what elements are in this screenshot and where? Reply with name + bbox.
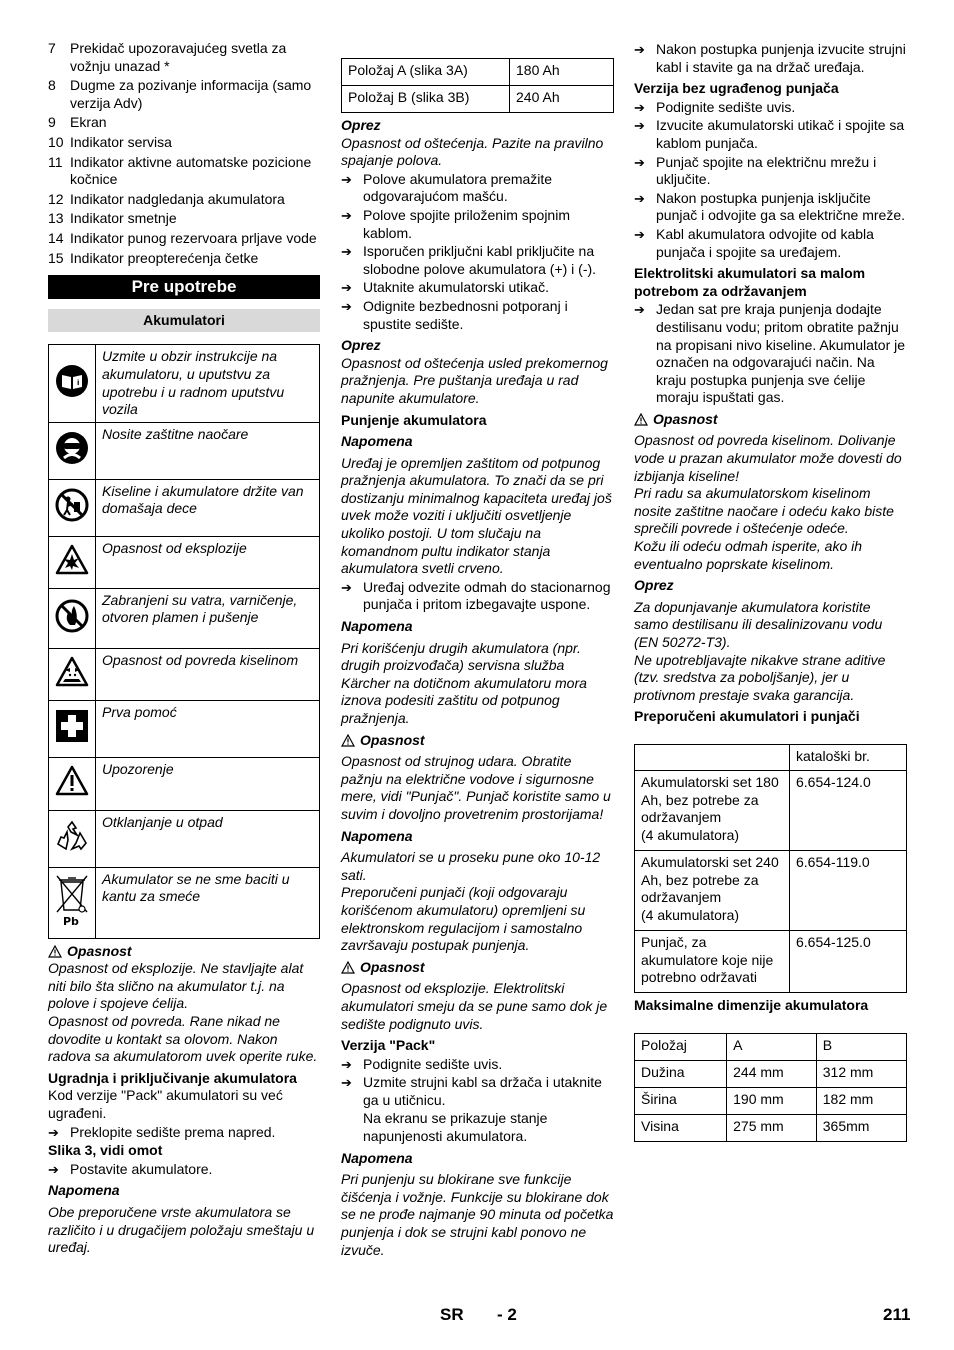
warning-icon <box>634 413 648 426</box>
arrow-icon: ➔ <box>634 118 645 134</box>
table-cell: Visina <box>635 1114 727 1141</box>
step: ➔ Izvucite akumulatorski utikač i spojite sa kablom punjača. <box>634 117 905 151</box>
table-cell: Položaj <box>635 1033 727 1060</box>
warning-heading: Opasnost <box>341 959 614 977</box>
table-row <box>49 700 320 757</box>
caution-heading: Oprez <box>634 577 674 594</box>
recommended-table <box>634 744 907 993</box>
heading: Verzija "Pack" <box>341 1037 436 1054</box>
step: ➔ Uzmite strujni kabl sa držača i utaknite ga u utičnicu. <box>341 1074 602 1108</box>
step: ➔ Uređaj odvezite odmah do stacionarnog punjača i pritom izbegavajte uspone. <box>341 578 611 613</box>
table-row <box>635 930 907 992</box>
symbol-text: Prva pomoć <box>96 700 320 757</box>
arrow-icon: ➔ <box>634 226 645 242</box>
arrow-icon: ➔ <box>341 579 352 595</box>
list-item <box>48 230 320 248</box>
table-cell: 365mm <box>816 1114 906 1141</box>
heading: Elektrolitski akumulatori sa malom potrebom za održavanjem <box>634 265 866 299</box>
acid-hazard-icon <box>55 656 89 688</box>
arrow-icon: ➔ <box>48 1161 59 1177</box>
warning-text: Opasnost od eksplozije. Elektrolitski akumulatori smeju da se pune samo dok je sedište podignuto uvis. <box>341 980 608 1032</box>
no-fire-icon <box>55 599 89 633</box>
item-text: Dugme za pozivanje informacija (samo verzija Adv) <box>70 77 312 111</box>
symbol-text: Kiseline i akumulatore držite van domašaja dece <box>96 479 320 536</box>
item-text: Indikator servisa <box>70 133 172 150</box>
list-item <box>48 40 320 75</box>
warning-text: Pri radu sa akumulatorskom kiselinom nosite zaštitne naočare i odeću kako biste sprečili povrede i oštećenje odeće. <box>634 485 894 537</box>
arrow-icon: ➔ <box>341 298 352 314</box>
crossed-bin-pb-icon <box>53 872 91 928</box>
note-heading: Napomena <box>48 1182 120 1199</box>
list-item <box>48 210 320 228</box>
step: ➔ Nakon postupka punjenja izvucite strujni kabl i stavite ga na držač uređaja. <box>634 41 906 75</box>
warning-heading: Opasnost <box>341 732 614 750</box>
list-item <box>48 250 320 268</box>
column-2 <box>341 58 614 1259</box>
symbol-text: Uzmite u obzir instrukcije na akumulatoru, u uputstvu za upotrebu i u radnom uputstvu vozila <box>96 345 320 422</box>
symbol-text: Nosite zaštitne naočare <box>96 422 320 479</box>
step: ➔ Isporučen priključni kabl priključite na slobodne polove akumulatora (+) i (-). <box>341 243 597 277</box>
note-heading: Napomena <box>341 827 413 844</box>
item-number: 9 <box>48 114 56 131</box>
note-heading: Napomena <box>341 433 413 450</box>
position-table <box>341 58 614 113</box>
table-row <box>49 810 320 867</box>
warning-icon <box>341 734 355 747</box>
table-cell: Dužina <box>635 1060 727 1087</box>
step: ➔ Postavite akumulatore. <box>48 1160 213 1177</box>
table-cell: Akumulatorski set 180 Ah, bez potrebe za održavanjem (4 akumulatora) <box>635 770 790 850</box>
dimensions-table <box>634 1033 907 1142</box>
warning-text: Opasnost od strujnog udara. Obratite pažnju na električne vodove i sigurnosne mere, vidi "Punjač". Punjač koristite samo u suvim i dovoljno provetrenim prostorijama! <box>341 753 611 822</box>
note-text: Uređaj je opremljen zaštitom od potpunog pražnjenja akumulatora. To znači da se pri dostizanju minimalnog kapaciteta uređaj još uvek može voziti i uključiti osvetljenje ukoliko postoji. U tom slučaju na komandnom pultu indikator stanja akumulatora svetli crveno. <box>341 454 612 577</box>
item-number: 7 <box>48 40 56 56</box>
heading: Maksimalne dimenzije akumulatora <box>634 996 869 1013</box>
table-cell: 182 mm <box>816 1087 906 1114</box>
table-row <box>342 59 614 86</box>
arrow-icon: ➔ <box>634 302 645 318</box>
list-item <box>48 191 320 209</box>
warning-icon <box>55 765 89 797</box>
heading: Verzija bez ugrađenog punjača <box>634 80 839 97</box>
table-row <box>49 422 320 479</box>
caution-heading: Oprez <box>341 337 381 354</box>
arrow-icon: ➔ <box>634 154 645 170</box>
item-number: 12 <box>48 190 64 207</box>
caution-text: Ne upotrebljavajte nikakve strane aditive (tzv. sredstva za poboljšanje), jer u protivnom prestaje svaka garancija. <box>634 651 886 703</box>
symbol-text: Opasnost od eksplozije <box>96 536 320 588</box>
symbol-text: Upozorenje <box>96 757 320 810</box>
explosion-hazard-icon <box>55 544 89 576</box>
table-row <box>49 757 320 810</box>
list-item <box>48 134 320 152</box>
warning-heading: Opasnost <box>634 411 907 429</box>
caution-text: Opasnost od oštećenja. Pazite na pravilno spajanje polova. <box>341 134 604 169</box>
arrow-icon: ➔ <box>634 42 645 57</box>
table-cell: Punjač, za akumulatore koje nije potrebno održavati <box>635 930 790 992</box>
step-list <box>634 99 907 261</box>
table-row <box>635 850 907 930</box>
column-1 <box>48 40 320 1257</box>
item-number: 11 <box>48 153 63 170</box>
table-row <box>49 867 320 938</box>
list-item <box>48 154 320 189</box>
note-text: Akumulatori se u proseku pune oko 10-12 sati. <box>341 849 601 883</box>
keep-away-children-icon <box>55 488 89 522</box>
symbol-table <box>48 344 320 938</box>
list-item <box>48 77 320 112</box>
table-row <box>635 770 907 850</box>
table-cell: 6.654-119.0 <box>790 850 907 930</box>
step: ➔ Podignite sedište uvis. <box>341 1055 503 1072</box>
table-cell: A <box>727 1033 817 1060</box>
first-aid-icon <box>55 709 89 743</box>
table-cell: 6.654-124.0 <box>790 770 907 850</box>
note-text: Preporučeni punjači (koji odgovaraju korišćenom akumulatoru) opremljeni su elektronskom regulacijom i samostalno završavaju postupak punjenja. <box>341 884 586 954</box>
table-row <box>49 648 320 700</box>
note-text: Obe preporučene vrste akumulatora se različito i u drugačijem položaju smeštaju u uređaj. <box>48 1204 315 1256</box>
table-row <box>342 86 614 113</box>
arrow-icon: ➔ <box>341 207 352 223</box>
table-cell: kataloški br. <box>790 744 907 770</box>
table-cell: 190 mm <box>727 1087 817 1114</box>
column-3 <box>634 40 907 1142</box>
note-heading: Napomena <box>341 1149 413 1166</box>
step: ➔ Kabl akumulatora odvojite od kabla punjača i spojite sa uređajem. <box>634 225 874 260</box>
table-cell: 244 mm <box>727 1060 817 1087</box>
step: ➔ Podignite sedište uvis. <box>634 98 796 115</box>
heading: Ugradnja i priključivanje akumulatora <box>48 1069 297 1086</box>
step: ➔ Punjač spojite na električnu mrežu i uključite. <box>634 153 877 188</box>
section-title: Pre upotrebe <box>48 275 320 299</box>
symbol-text: Akumulator se ne sme baciti u kantu za smeće <box>96 867 320 938</box>
note-text: Pri korišćenju drugih akumulatora (npr. drugih proizvođača) servisna služba Kärcher na dotičnom akumulatoru mora iznova podesiti zaštitu od potpunog pražnjenja. <box>341 639 587 726</box>
item-text: Indikator punog rezervoara prljave vode <box>70 229 317 246</box>
table-cell: 6.654-125.0 <box>790 930 907 992</box>
step: ➔ Preklopite sedište prema napred. <box>48 1123 276 1140</box>
step: ➔ Jedan sat pre kraja punjenja dodajte destilisanu vodu; pritom obratite pažnju na propisani nivo kiseline. Akumulator je označen na odgovarajući način. Na kraju postupka punjenja sve ćelije moraju ispuštati gas. <box>634 301 906 406</box>
item-text: Indikator preopterećenja četke <box>70 249 259 266</box>
table-cell: 180 Ah <box>510 59 614 86</box>
table-cell: Položaj A (slika 3A) <box>342 59 510 86</box>
manual-book-icon <box>55 364 89 398</box>
footer-page-marker: - 2 <box>497 1305 517 1324</box>
table-row <box>49 479 320 536</box>
step: ➔ Nakon postupka punjenja isključite punjač i odvojite ga sa električne mreže. <box>634 189 906 224</box>
table-cell: Akumulatorski set 240 Ah, bez potrebe za održavanjem (4 akumulatora) <box>635 850 790 930</box>
item-text: Indikator smetnje <box>70 210 177 227</box>
footer-lang: SR <box>440 1305 464 1324</box>
item-list <box>48 40 320 267</box>
item-text: Indikator aktivne automatske pozicione kočnice <box>70 153 312 188</box>
warning-icon <box>341 961 355 974</box>
heading: Punjenje akumulatora <box>341 411 487 428</box>
warning-text: Kožu ili odeću odmah isperite, ako ih eventualno poprskate kiselinom. <box>634 538 863 572</box>
step: ➔ Polove spojite priloženim spojnim kablom. <box>341 206 570 241</box>
table-row <box>49 536 320 588</box>
caution-text: Za dopunjavanje akumulatora koristite samo destilisanu ili desalinizovanu vodu (EN 50272-T3). <box>634 598 883 650</box>
svg-text:i: i <box>77 379 80 388</box>
item-number: 10 <box>48 133 64 150</box>
arrow-icon: ➔ <box>341 1075 352 1091</box>
table-row <box>635 1114 907 1141</box>
step-list <box>341 171 614 333</box>
table-row <box>635 744 907 770</box>
note-text: Pri punjenju su blokirane sve funkcije čišćenja i vožnje. Funkcije su blokirane dok se ne prođe najmanje 90 minuta od početka punjenja i dok se strujni kabl ponovo ne izvuče. <box>341 1171 614 1258</box>
table-row <box>635 1033 907 1060</box>
note-heading: Napomena <box>341 618 413 635</box>
caution-text: Opasnost od oštećenja usled prekomernog pražnjenja. Pre puštanja uređaja u rad napunite akumulatore. <box>341 354 608 406</box>
table-cell: Širina <box>635 1087 727 1114</box>
footer-page-number: 211 <box>883 1305 911 1324</box>
step: ➔ Utaknite akumulatorski utikač. <box>341 279 549 296</box>
symbol-text: Opasnost od povreda kiselinom <box>96 648 320 700</box>
warning-text: Opasnost od povreda kiselinom. Dolivanje vode u prazan akumulator može dovesti do izbijanja kiseline! <box>634 432 902 484</box>
caution-heading: Oprez <box>341 117 381 133</box>
arrow-icon: ➔ <box>48 1124 59 1140</box>
arrow-icon: ➔ <box>341 171 352 187</box>
symbol-text: Otklanjanje u otpad <box>96 810 320 867</box>
table-cell: 312 mm <box>816 1060 906 1087</box>
warning-heading: Opasnost <box>48 943 320 961</box>
safety-goggles-icon <box>55 431 89 465</box>
item-number: 15 <box>48 249 64 266</box>
table-cell <box>635 744 790 770</box>
table-row <box>49 345 320 422</box>
subsection-title: Akumulatori <box>48 309 320 333</box>
pb-label: Pb <box>63 915 79 929</box>
symbol-text: Zabranjeni su vatra, varničenje, otvoren plamen i pušenje <box>96 588 320 648</box>
item-text: Prekidač upozoravajućeg svetla za vožnju unazad * <box>70 40 287 74</box>
warning-icon <box>48 945 62 958</box>
item-text: Ekran <box>70 114 107 131</box>
step: ➔ Polove akumulatora premažite odgovarajućom mašću. <box>341 170 553 205</box>
table-cell: 275 mm <box>727 1114 817 1141</box>
warning-text: Opasnost od eksplozije. Ne stavljajte alat niti bilo šta slično na akumulator t.j. na polove i spojeve ćelija. <box>48 960 304 1012</box>
arrow-icon: ➔ <box>341 244 352 260</box>
table-cell: Položaj B (slika 3B) <box>342 86 510 113</box>
table-cell: B <box>816 1033 906 1060</box>
arrow-icon: ➔ <box>341 1056 352 1072</box>
arrow-icon: ➔ <box>341 280 352 296</box>
table-row <box>49 588 320 648</box>
item-number: 14 <box>48 229 64 246</box>
arrow-icon: ➔ <box>634 190 645 206</box>
step: ➔ Odignite bezbednosni potporanj i spustite sedište. <box>341 297 568 332</box>
heading: Preporučeni akumulatori i punjači <box>634 708 860 725</box>
paragraph: Kod verzije "Pack" akumulatori su već ugrađeni. <box>48 1087 283 1122</box>
recycling-icon <box>55 819 89 853</box>
arrow-icon: ➔ <box>634 99 645 115</box>
item-number: 8 <box>48 77 56 94</box>
list-item <box>48 114 320 132</box>
item-text: Indikator nadgledanja akumulatora <box>70 190 285 207</box>
item-number: 13 <box>48 210 64 227</box>
heading: Slika 3, vidi omot <box>48 1142 163 1159</box>
table-row <box>635 1087 907 1114</box>
table-cell: 240 Ah <box>510 86 614 113</box>
warning-text: Opasnost od povreda. Rane nikad ne dovodite u kontakt sa olovom. Nakon radova sa akumulatorom uvek operite ruke. <box>48 1013 318 1065</box>
step-result: Na ekranu se prikazuje stanje napunjenosti akumulatora. <box>363 1110 548 1145</box>
table-row <box>635 1060 907 1087</box>
